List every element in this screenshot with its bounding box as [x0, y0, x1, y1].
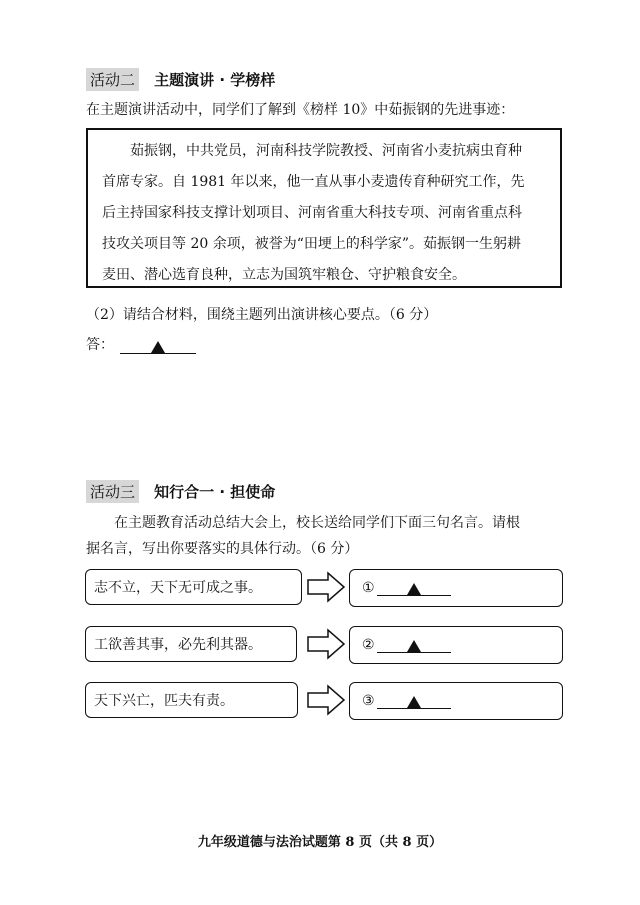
material-line: 麦田、潜心选育良种，立志为国筑牢粮仓、守护粮食安全。 — [102, 267, 466, 283]
answer-number: ③ — [362, 693, 375, 709]
answer-number: ① — [362, 580, 375, 596]
triangle-icon — [407, 696, 421, 708]
quote-text: 志不立，天下无可成之事。 — [94, 580, 262, 596]
answer-blank — [377, 638, 451, 653]
material-line: 后主持国家科技支撑计划项目、河南省重大科技专项、河南省重点科 — [102, 205, 522, 221]
intro-line: 据名言，写出你要落实的具体行动。（6 分） — [86, 541, 359, 557]
answer-blank[interactable] — [120, 339, 196, 354]
answer-box-1[interactable] — [349, 569, 563, 607]
question-2: （2）请结合材料，围绕主题列出演讲核心要点。（6 分） — [86, 307, 438, 323]
arrow-right-icon — [306, 571, 346, 603]
activity2-title: 主题演讲 · 学榜样 — [154, 71, 276, 89]
activity3-tag: 活动三 — [86, 480, 139, 503]
answer-blank — [377, 694, 451, 709]
activity3-intro — [86, 510, 566, 562]
arrow-right-icon — [306, 684, 346, 716]
material-line: 茹振钢，中共党员，河南科技学院教授、河南省小麦抗病虫育种 — [130, 143, 522, 159]
quote-text: 天下兴亡，匹夫有责。 — [94, 693, 234, 709]
quote-text: 工欲善其事，必先利其器。 — [94, 637, 262, 653]
activity3-header — [86, 480, 275, 503]
material-line: 首席专家。自 1981 年以来，他一直从事小麦遗传育种研究工作，先 — [102, 174, 525, 190]
material-line: 技攻关项目等 20 余项，被誉为“田埂上的科学家”。茹振钢一生躬耕 — [102, 236, 522, 252]
answer-box-2[interactable] — [349, 626, 563, 664]
triangle-icon — [407, 583, 421, 595]
activity2-header — [86, 68, 275, 91]
triangle-icon — [407, 640, 421, 652]
page-footer: 九年级道德与法治试题第 8 页（共 8 页） — [197, 835, 443, 850]
quote-box-2 — [85, 626, 297, 662]
answer-number: ② — [362, 637, 375, 653]
intro-line: 在主题教育活动总结大会上，校长送给同学们下面三句名言。请根 — [114, 515, 520, 531]
triangle-icon — [151, 341, 165, 353]
answer-box-3[interactable] — [349, 682, 563, 720]
quote-box-3 — [85, 682, 298, 718]
activity3-title: 知行合一 · 担使命 — [154, 483, 276, 501]
answer-line — [86, 334, 196, 354]
quote-box-1 — [85, 569, 302, 605]
answer-label: 答： — [86, 337, 114, 353]
activity2-intro: 在主题演讲活动中，同学们了解到《榜样 10》中茹振钢的先进事迹： — [86, 102, 515, 118]
material-box — [86, 128, 562, 288]
answer-blank — [377, 581, 451, 596]
activity2-tag: 活动二 — [86, 68, 139, 91]
arrow-right-icon — [306, 628, 346, 660]
